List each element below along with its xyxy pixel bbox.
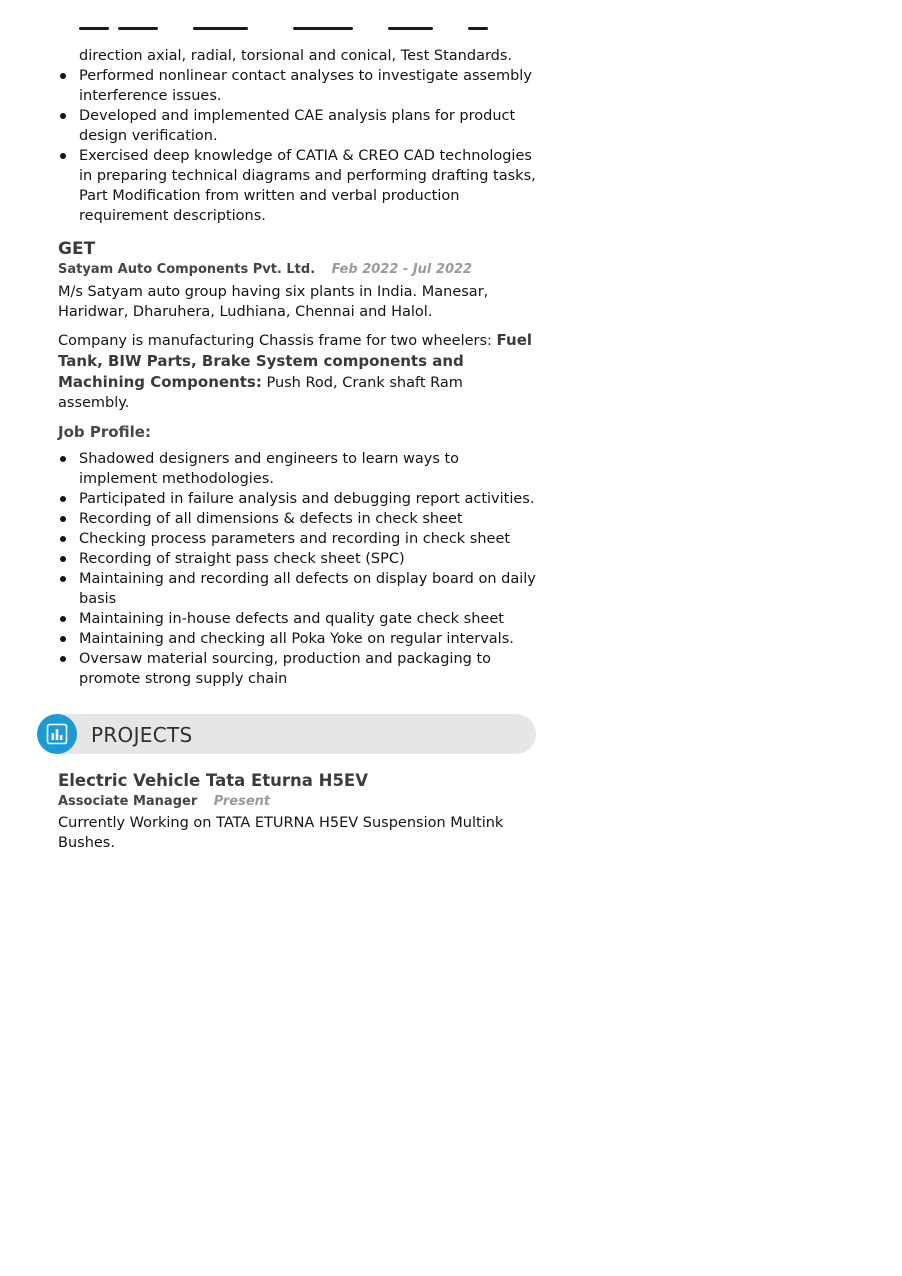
job-profile-label: Job Profile: xyxy=(58,423,151,441)
job-entry xyxy=(58,238,538,689)
bullet-text: Recording of all dimensions & defects in check sheet xyxy=(79,511,463,527)
job-bullet xyxy=(58,569,538,609)
job-bullet xyxy=(58,649,538,689)
bullet-text: Shadowed designers and engineers to learn ways to implement methodologies. xyxy=(79,451,460,487)
bullet-text: Maintaining and recording all defects on display board on daily basis xyxy=(79,571,536,607)
section-heading: PROJECTS xyxy=(91,723,193,747)
experience-bullet-continuation xyxy=(58,46,538,66)
bullet-text: Developed and implemented CAE analysis plans for product design verification. xyxy=(79,108,516,144)
project-role: Associate Manager xyxy=(58,794,198,809)
bullet-text: Recording of straight pass check sheet (SPC) xyxy=(79,551,405,567)
project-description: Currently Working on TATA ETURNA H5EV Suspension Multink Bushes. xyxy=(58,815,504,851)
job-bullet xyxy=(58,509,538,529)
company-name: Satyam Auto Components Pvt. Ltd. xyxy=(58,262,316,277)
job-bullet xyxy=(58,449,538,489)
job-bullet xyxy=(58,489,538,509)
bullet-text: Exercised deep knowledge of CATIA & CREO CAD technologies in preparing technical diagrams and performing drafting tasks, Part Modification from written and verbal production requirement descriptions. xyxy=(79,148,536,224)
job-profile-list xyxy=(58,449,538,689)
experience-bullet xyxy=(58,66,538,106)
company-description: M/s Satyam auto group having six plants in India. Manesar, Haridwar, Dharuhera, Ludhiana, Chennai and Halol. xyxy=(58,284,489,320)
products-end: Push Rod, Crank shaft Ram assembly. xyxy=(58,375,463,411)
projects-section-header xyxy=(37,714,536,754)
job-bullet xyxy=(58,529,538,549)
bullet-text: Maintaining and checking all Poka Yoke on regular intervals. xyxy=(79,631,514,647)
experience-bullet xyxy=(58,146,538,226)
project-title: Electric Vehicle Tata Eturna H5EV xyxy=(58,771,368,790)
section-icon-circle xyxy=(37,714,77,754)
project-subline xyxy=(58,793,538,811)
job-subline xyxy=(58,261,538,279)
bar-chart-icon xyxy=(46,723,68,745)
job-title: GET xyxy=(58,239,96,259)
experience-bullet-list xyxy=(58,46,538,226)
bullet-text: Checking process parameters and recording in check sheet xyxy=(79,531,511,547)
job-bullet xyxy=(58,549,538,569)
job-dates: Feb 2022 - Jul 2022 xyxy=(331,262,473,277)
bullet-text: direction axial, radial, torsional and conical, Test Standards. xyxy=(79,48,513,64)
project-entry xyxy=(58,770,538,853)
company-products xyxy=(58,330,538,413)
bullet-text: Oversaw material sourcing, production and packaging to promote strong supply chain xyxy=(79,651,492,687)
job-bullet xyxy=(58,609,538,629)
clipped-text-fragment xyxy=(58,27,538,35)
project-status: Present xyxy=(213,794,271,809)
bullet-text: Maintaining in-house defects and quality gate check sheet xyxy=(79,611,504,627)
experience-bullet xyxy=(58,106,538,146)
products-intro: Company is manufacturing Chassis frame for two wheelers: xyxy=(58,333,497,349)
products-highlight: Fuel Tank, BIW Parts, Brake System components and Machining Components: xyxy=(58,331,533,391)
bullet-text: Performed nonlinear contact analyses to investigate assembly interference issues. xyxy=(79,68,532,104)
job-bullet xyxy=(58,629,538,649)
bullet-text: Participated in failure analysis and debugging report activities. xyxy=(79,491,535,507)
